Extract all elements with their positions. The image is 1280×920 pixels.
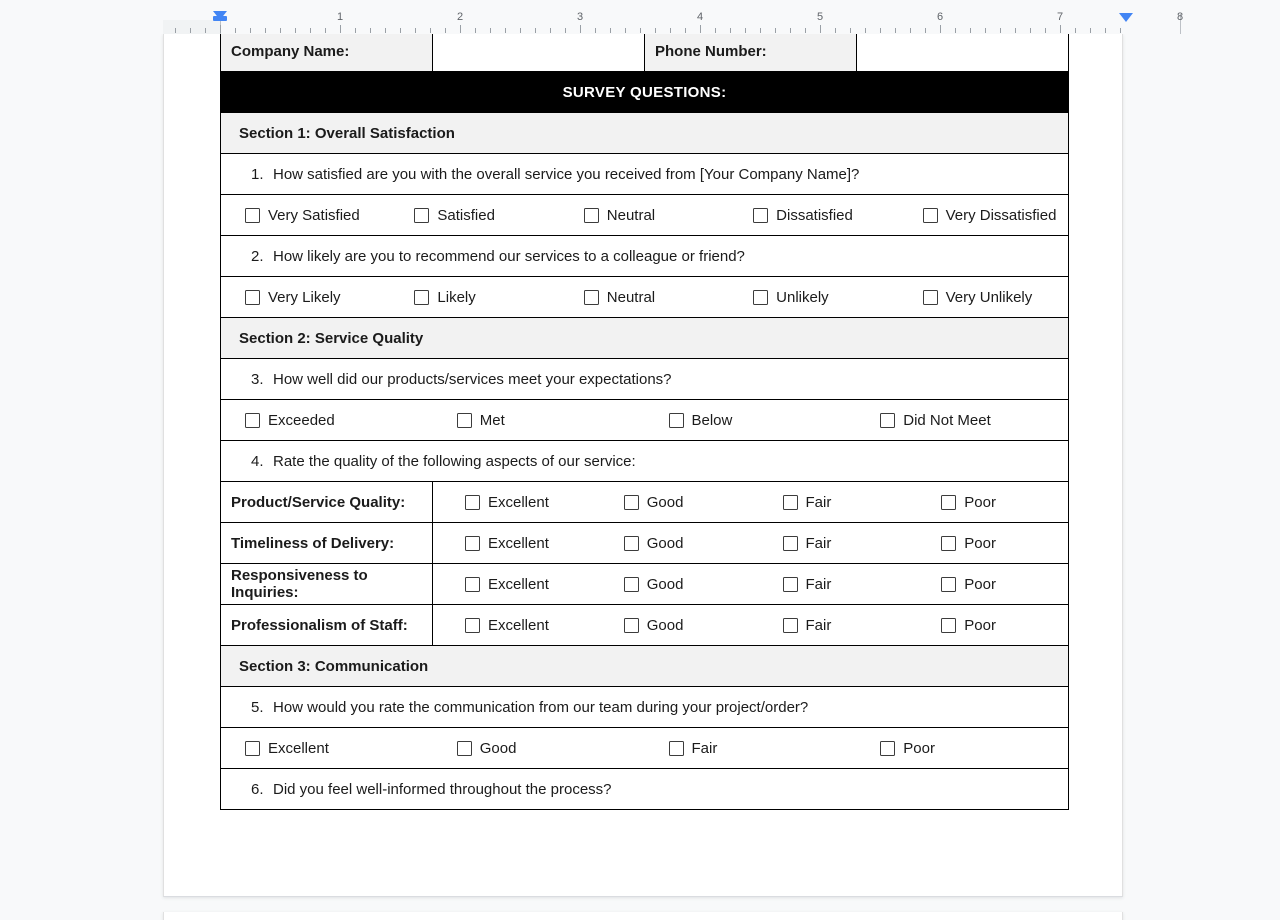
document-page-2[interactable] — [163, 912, 1123, 920]
option-label: Dissatisfied — [776, 206, 853, 224]
question-text-6 — [221, 769, 1069, 810]
question-label: How satisfied are you with the overall service you received from [Your Company Name]? — [273, 165, 860, 183]
option-label: Excellent — [268, 739, 329, 757]
option-label: Very Dissatisfied — [945, 206, 1057, 224]
checkbox-icon[interactable] — [465, 495, 480, 510]
ruler-tick — [490, 28, 491, 33]
ruler-tick — [805, 28, 806, 33]
table-row-question — [221, 441, 1069, 482]
option-label: Poor — [964, 493, 996, 511]
ruler-number-7: 7 — [1056, 11, 1064, 23]
ruler-tick — [535, 28, 536, 33]
option-label: Very Likely — [268, 288, 341, 306]
option-label: Below — [691, 411, 733, 429]
ruler-tick — [550, 28, 551, 33]
checkbox-icon[interactable] — [245, 741, 260, 756]
option-fair[interactable] — [751, 617, 910, 634]
option-label: Fair — [805, 534, 832, 552]
ruler-tick — [265, 28, 266, 33]
option-good[interactable] — [433, 740, 645, 757]
aspect-option-row — [433, 483, 1068, 522]
ruler-tick — [190, 28, 191, 33]
ruler-tick — [730, 28, 731, 33]
question-text-2 — [221, 236, 1069, 277]
question-label: Rate the quality of the following aspects of our service: — [273, 452, 636, 470]
aspect-option-row — [433, 606, 1068, 645]
ruler-tick — [310, 28, 311, 33]
option-row — [221, 401, 1068, 440]
option-label: Likely — [437, 288, 476, 306]
option-neutral[interactable] — [560, 289, 729, 306]
question-number: 5. — [251, 698, 264, 716]
ruler-tick — [385, 28, 386, 33]
option-excellent[interactable] — [433, 576, 592, 593]
ruler-tick — [370, 28, 371, 33]
option-very-likely[interactable] — [221, 289, 390, 306]
option-group — [221, 277, 1069, 318]
ruler-tick — [1015, 28, 1016, 33]
ruler-tick — [520, 28, 521, 33]
option-fair[interactable] — [751, 494, 910, 511]
question-number: 6. — [251, 780, 264, 798]
question-text-3 — [221, 359, 1069, 400]
option-label: Fair — [805, 616, 832, 634]
checkbox-icon[interactable] — [457, 741, 472, 756]
option-fair[interactable] — [751, 535, 910, 552]
checkbox-icon[interactable] — [624, 577, 639, 592]
aspect-option-row — [433, 565, 1068, 604]
option-very-satisfied[interactable] — [221, 207, 390, 224]
option-label: Excellent — [488, 616, 549, 634]
ruler-tick — [880, 28, 881, 33]
question-number: 3. — [251, 370, 264, 388]
option-label: Met — [479, 411, 505, 429]
ruler-number-1: 1 — [336, 11, 344, 23]
question-number: 4. — [251, 452, 264, 470]
ruler-tick — [625, 28, 626, 33]
ruler-tick — [1000, 28, 1001, 33]
ruler-tick — [820, 25, 821, 33]
ruler-tick — [1060, 25, 1061, 33]
ruler-tick — [340, 25, 341, 33]
aspect-label-professionalism-of-staff: Professionalism of Staff: — [221, 605, 433, 646]
table-row-options — [221, 195, 1069, 236]
ruler-tick — [400, 28, 401, 33]
ruler-tick — [925, 28, 926, 33]
checkbox-icon[interactable] — [669, 413, 684, 428]
right-indent-marker-icon[interactable] — [1119, 13, 1133, 22]
table-row-options — [221, 400, 1069, 441]
ruler-tick — [865, 28, 866, 33]
option-label: Excellent — [488, 493, 549, 511]
checkbox-icon[interactable] — [923, 290, 938, 305]
option-met[interactable] — [433, 412, 645, 429]
option-group — [221, 195, 1069, 236]
option-excellent[interactable] — [433, 617, 592, 634]
question-text-1 — [221, 154, 1069, 195]
option-good[interactable] — [592, 576, 751, 593]
document-canvas[interactable] — [0, 34, 1280, 920]
ruler-tick — [1075, 28, 1076, 33]
option-label: Poor — [964, 534, 996, 552]
ruler-number-5: 5 — [816, 11, 824, 23]
ruler-tick — [1045, 28, 1046, 33]
question-text-4 — [221, 441, 1069, 482]
checkbox-icon[interactable] — [624, 536, 639, 551]
document-page-1[interactable] — [163, 34, 1123, 897]
option-row — [221, 278, 1068, 317]
option-excellent[interactable] — [221, 740, 433, 757]
table-row-question — [221, 154, 1069, 195]
checkbox-icon[interactable] — [414, 208, 429, 223]
ruler-tick — [760, 28, 761, 33]
ruler-tick — [295, 28, 296, 33]
option-good[interactable] — [592, 494, 751, 511]
checkbox-icon[interactable] — [465, 577, 480, 592]
ruler-number-2: 2 — [456, 11, 464, 23]
question-number: 1. — [251, 165, 264, 183]
section-header-1: Section 1: Overall Satisfaction — [221, 113, 1069, 154]
ruler-tick — [475, 28, 476, 33]
ruler-tick — [415, 28, 416, 33]
option-label: Good — [646, 534, 684, 552]
ruler-tick — [1105, 28, 1106, 33]
table-row-question — [221, 236, 1069, 277]
ruler-tick — [355, 28, 356, 33]
option-good[interactable] — [592, 535, 751, 552]
checkbox-icon[interactable] — [941, 577, 956, 592]
ruler-tick — [745, 28, 746, 33]
table-row-options — [221, 277, 1069, 318]
option-label: Fair — [805, 493, 832, 511]
option-likely[interactable] — [390, 289, 559, 306]
ruler-tick — [595, 28, 596, 33]
option-group — [221, 728, 1069, 769]
option-excellent[interactable] — [433, 494, 592, 511]
ruler-tick — [985, 28, 986, 33]
table-row-section-header — [221, 113, 1069, 154]
option-label: Good — [646, 616, 684, 634]
ruler-tick — [685, 28, 686, 33]
survey-questions-banner: SURVEY QUESTIONS: — [221, 72, 1069, 113]
aspect-label-timeliness-of-delivery: Timeliness of Delivery: — [221, 523, 433, 564]
horizontal-ruler[interactable] — [0, 0, 1280, 35]
option-poor[interactable] — [909, 576, 1068, 593]
checkbox-icon[interactable] — [923, 208, 938, 223]
option-label: Satisfied — [437, 206, 495, 224]
question-label: How would you rate the communication from our team during your project/order? — [273, 698, 809, 716]
option-fair[interactable] — [751, 576, 910, 593]
checkbox-icon[interactable] — [457, 413, 472, 428]
question-label: Did you feel well-informed throughout the process? — [273, 780, 612, 798]
option-below[interactable] — [645, 412, 857, 429]
ruler-tick — [955, 28, 956, 33]
ruler-tick — [505, 28, 506, 33]
option-label: Did Not Meet — [903, 411, 991, 429]
ruler-tick — [220, 25, 221, 33]
option-label: Fair — [805, 575, 832, 593]
option-row — [221, 729, 1068, 768]
ruler-number-6: 6 — [936, 11, 944, 23]
table-row-aspect-rating — [221, 605, 1069, 646]
checkbox-icon[interactable] — [941, 495, 956, 510]
checkbox-icon[interactable] — [753, 290, 768, 305]
option-did-not-meet[interactable] — [856, 412, 1068, 429]
ruler-tick — [940, 25, 941, 33]
option-unlikely[interactable] — [729, 289, 898, 306]
aspect-label-responsiveness-to-inquiries: Responsiveness to Inquiries: — [221, 564, 433, 605]
option-label: Exceeded — [268, 411, 335, 429]
option-label: Very Satisfied — [268, 206, 360, 224]
ruler-tick — [250, 28, 251, 33]
ruler-tick — [565, 28, 566, 33]
table-row-banner — [221, 72, 1069, 113]
aspect-option-group — [433, 564, 1069, 605]
checkbox-icon[interactable] — [783, 577, 798, 592]
option-satisfied[interactable] — [390, 207, 559, 224]
ruler-tick — [580, 25, 581, 33]
option-poor[interactable] — [909, 494, 1068, 511]
table-row-contact-fields — [221, 34, 1069, 72]
ruler-track[interactable] — [163, 0, 1184, 34]
option-label: Very Unlikely — [945, 288, 1033, 306]
checkbox-icon[interactable] — [245, 413, 260, 428]
option-label: Excellent — [488, 575, 549, 593]
ruler-left-margin[interactable] — [163, 20, 220, 34]
checkbox-icon[interactable] — [880, 413, 895, 428]
option-dissatisfied[interactable] — [729, 207, 898, 224]
section-header-2: Section 2: Service Quality — [221, 318, 1069, 359]
checkbox-icon[interactable] — [624, 618, 639, 633]
checkbox-icon[interactable] — [783, 618, 798, 633]
option-poor[interactable] — [909, 617, 1068, 634]
question-label: How well did our products/services meet your expectations? — [273, 370, 672, 388]
question-number: 2. — [251, 247, 264, 265]
table-row-question — [221, 359, 1069, 400]
ruler-tick — [790, 28, 791, 33]
field-input-company-name[interactable] — [433, 34, 645, 72]
ruler-tick — [460, 25, 461, 33]
section-header-3: Section 3: Communication — [221, 646, 1069, 687]
field-label-company-name: Company Name: — [221, 34, 433, 72]
option-neutral[interactable] — [560, 207, 729, 224]
ruler-tick — [670, 28, 671, 33]
ruler-tick — [835, 28, 836, 33]
option-fair[interactable] — [645, 740, 857, 757]
survey-table[interactable] — [220, 34, 1069, 810]
ruler-tick — [715, 28, 716, 33]
aspect-option-row — [433, 524, 1068, 563]
option-label: Fair — [691, 739, 718, 757]
ruler-tick — [640, 28, 641, 33]
ruler-tick — [775, 28, 776, 33]
ruler-tick — [910, 28, 911, 33]
table-row-aspect-rating — [221, 523, 1069, 564]
ruler-tick — [850, 28, 851, 33]
ruler-tick — [1120, 28, 1121, 33]
option-poor[interactable] — [856, 740, 1068, 757]
ruler-number-3: 3 — [576, 11, 584, 23]
question-label: How likely are you to recommend our services to a colleague or friend? — [273, 247, 745, 265]
checkbox-icon[interactable] — [465, 618, 480, 633]
checkbox-icon[interactable] — [245, 208, 260, 223]
option-group — [221, 400, 1069, 441]
option-good[interactable] — [592, 617, 751, 634]
field-label-phone-number: Phone Number: — [645, 34, 857, 72]
checkbox-icon[interactable] — [783, 536, 798, 551]
table-row-question — [221, 687, 1069, 728]
ruler-tick — [655, 28, 656, 33]
ruler-tick — [1030, 28, 1031, 33]
checkbox-icon[interactable] — [880, 741, 895, 756]
option-label: Good — [479, 739, 517, 757]
checkbox-icon[interactable] — [245, 290, 260, 305]
ruler-tick — [235, 28, 236, 33]
aspect-option-group — [433, 605, 1069, 646]
checkbox-icon[interactable] — [941, 618, 956, 633]
option-very-unlikely[interactable] — [899, 289, 1068, 306]
checkbox-icon[interactable] — [624, 495, 639, 510]
option-label: Neutral — [606, 288, 656, 306]
ruler-tick — [895, 28, 896, 33]
aspect-label-product-service-quality: Product/Service Quality: — [221, 482, 433, 523]
table-row-aspect-rating — [221, 482, 1069, 523]
option-poor[interactable] — [909, 535, 1068, 552]
table-row-section-header — [221, 646, 1069, 687]
ruler-tick — [610, 28, 611, 33]
checkbox-icon[interactable] — [783, 495, 798, 510]
ruler-tick — [280, 28, 281, 33]
option-very-dissatisfied[interactable] — [899, 207, 1068, 224]
checkbox-icon[interactable] — [669, 741, 684, 756]
option-excellent[interactable] — [433, 535, 592, 552]
option-label: Poor — [964, 616, 996, 634]
ruler-tick — [205, 28, 206, 33]
option-label: Neutral — [606, 206, 656, 224]
aspect-option-group — [433, 523, 1069, 564]
question-text-5 — [221, 687, 1069, 728]
checkbox-icon[interactable] — [584, 290, 599, 305]
option-exceeded[interactable] — [221, 412, 433, 429]
option-label: Good — [646, 575, 684, 593]
checkbox-icon[interactable] — [941, 536, 956, 551]
table-row-aspect-rating — [221, 564, 1069, 605]
ruler-tick — [430, 28, 431, 33]
left-indent-marker-icon[interactable] — [213, 11, 227, 20]
ruler-number-4: 4 — [696, 11, 704, 23]
checkbox-icon[interactable] — [584, 208, 599, 223]
ruler-number-8: 8 — [1176, 11, 1184, 23]
ruler-tick — [700, 25, 701, 33]
aspect-option-group — [433, 482, 1069, 523]
checkbox-icon[interactable] — [414, 290, 429, 305]
ruler-tick — [175, 28, 176, 33]
option-label: Excellent — [488, 534, 549, 552]
checkbox-icon[interactable] — [465, 536, 480, 551]
table-row-options — [221, 728, 1069, 769]
checkbox-icon[interactable] — [753, 208, 768, 223]
option-label: Poor — [964, 575, 996, 593]
field-input-phone-number[interactable] — [857, 34, 1069, 72]
table-row-question — [221, 769, 1069, 810]
option-label: Unlikely — [776, 288, 829, 306]
ruler-tick — [1090, 28, 1091, 33]
table-row-section-header — [221, 318, 1069, 359]
option-row — [221, 196, 1068, 235]
ruler-tick — [970, 28, 971, 33]
option-label: Good — [646, 493, 684, 511]
ruler-tick — [445, 28, 446, 33]
ruler-tick — [325, 28, 326, 33]
option-label: Poor — [903, 739, 935, 757]
